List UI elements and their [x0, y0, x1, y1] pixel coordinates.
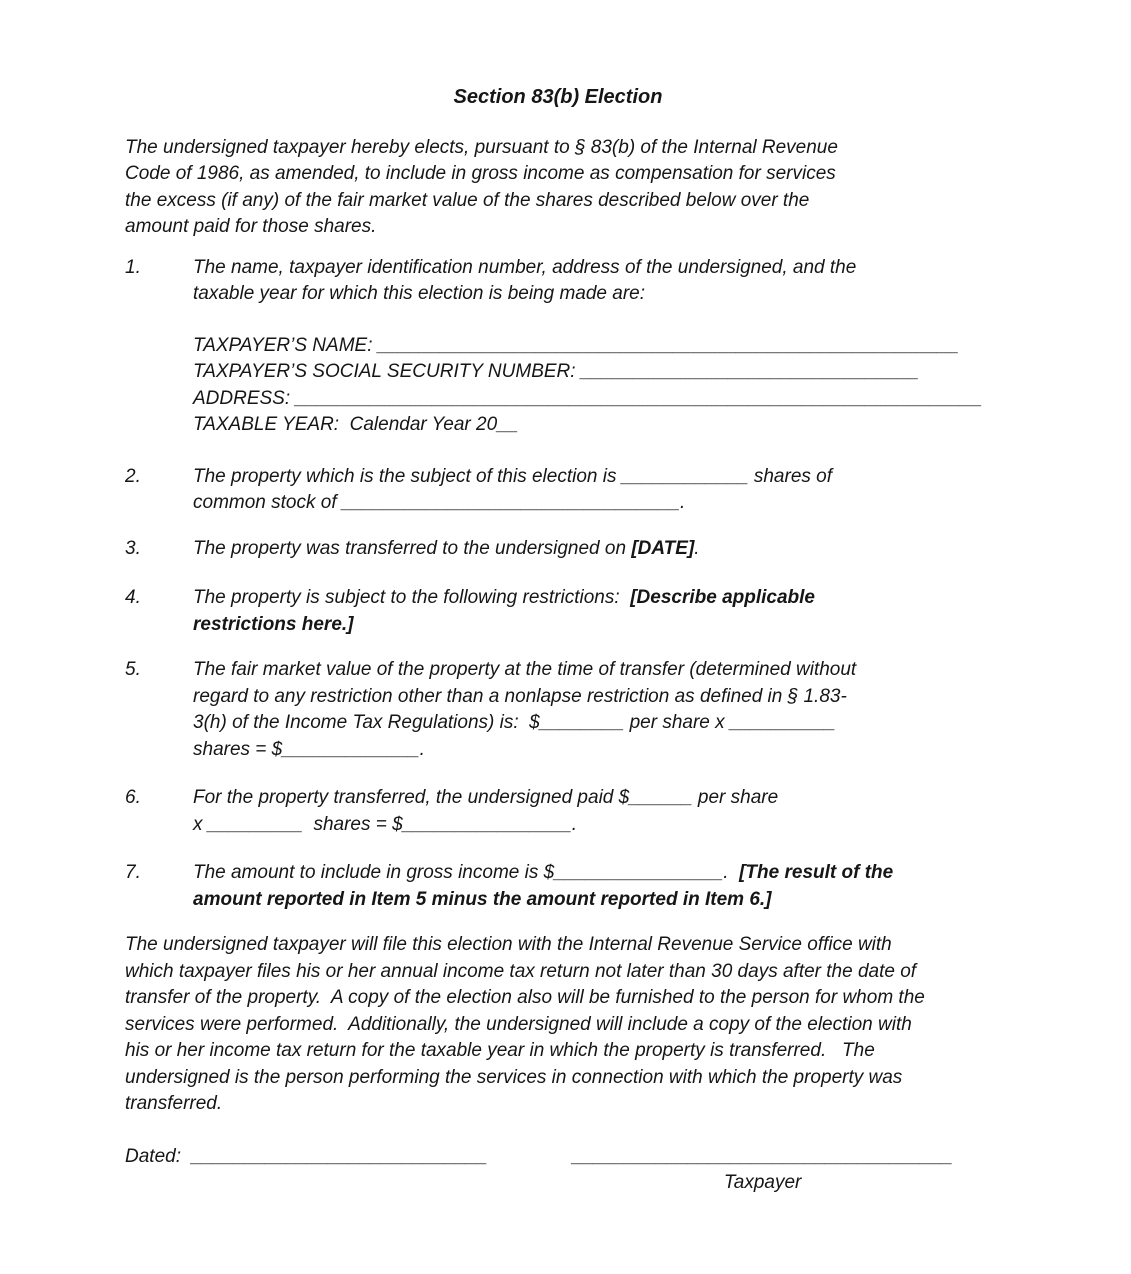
taxpayer-name-label: TAXPAYER’S NAME:	[193, 334, 378, 356]
company-name-blank[interactable]: ________________________________	[341, 492, 681, 513]
taxpayer-name-blank[interactable]: _______________________________________________________	[377, 334, 959, 356]
item-3-number: 3.	[125, 537, 141, 559]
taxpayer-signature	[572, 1144, 952, 1197]
restrictions-placeholder: [Describe applicable	[630, 587, 815, 608]
taxpayer-ssn-field	[193, 359, 991, 386]
item-6-number: 6.	[125, 787, 141, 808]
item-6-text-run: per share	[692, 787, 779, 808]
item-5-text: The fair market value of the property at the time of transfer (determined without	[193, 659, 857, 680]
item-4	[125, 585, 991, 638]
item-5-text-run: shares = $	[193, 738, 283, 760]
item-4-text-run: The property is subject to the following restrictions:	[193, 587, 631, 608]
item-2	[125, 464, 991, 517]
document-title: Section 83(b) Election	[453, 86, 663, 108]
item-1-text: The name, taxpayer identification number, address of the undersigned, and the	[193, 256, 857, 278]
fmv-shares-count-blank[interactable]: __________	[729, 712, 836, 733]
item-2-text	[193, 490, 832, 517]
item-6-text-run: For the property transferred, the undersigned paid $	[193, 787, 630, 808]
shares-count-blank[interactable]: ____________	[621, 465, 749, 487]
address-blank[interactable]: _________________________________________________________________	[295, 387, 983, 409]
item-2-text	[193, 464, 832, 491]
item-5-text	[193, 710, 856, 737]
item-5-text-run: .	[419, 738, 425, 760]
taxpayer-ssn-blank[interactable]: ________________________________	[580, 361, 919, 382]
paid-total-blank[interactable]: ________________	[402, 813, 572, 835]
taxpayer-ssn-label: TAXPAYER’S SOCIAL SECURITY NUMBER:	[193, 361, 581, 382]
result-note: amount reported in Item 5 minus the amount reported in Item 6.]	[193, 888, 772, 910]
item-7-text	[193, 887, 893, 914]
closing-line: his or her income tax return for the taxable year in which the property is transferred. The	[125, 1040, 875, 1061]
closing-line: The undersigned taxpayer will file this election with the Internal Revenue Service office with	[125, 934, 892, 955]
item-4-text	[193, 585, 815, 612]
item-5-number: 5.	[125, 659, 141, 680]
item-1-number: 1.	[125, 256, 141, 278]
item-5-text-run: per share x	[624, 712, 730, 733]
intro-line: the excess (if any) of the fair market value of the shares described below over the	[125, 189, 810, 211]
item-3-text-run: .	[694, 537, 700, 559]
item-7-text-run: .	[723, 862, 740, 883]
dated-blank[interactable]: ____________________________	[191, 1145, 488, 1167]
item-6-text-run: shares = $	[302, 813, 403, 835]
item-1	[125, 255, 991, 308]
item-4-number: 4.	[125, 587, 141, 608]
item-5-text	[193, 737, 856, 764]
item-2-text-run: shares of	[748, 465, 833, 487]
signature-label: Taxpayer	[723, 1172, 802, 1193]
intro-paragraph	[125, 135, 991, 241]
taxpayer-fields	[193, 333, 991, 439]
dated-field	[125, 1144, 487, 1197]
result-note: [The result of the	[739, 862, 894, 883]
item-6-text-run: x	[193, 813, 208, 835]
item-4-text	[193, 612, 815, 639]
closing-line: services were performed. Additionally, the undersigned will include a copy of the election with	[125, 1013, 912, 1035]
item-6-text	[193, 812, 778, 839]
item-6	[125, 785, 991, 838]
item-1-text: taxable year for which this election is being made are:	[193, 283, 646, 304]
closing-line: undersigned is the person performing the services in connection with which the property was	[125, 1066, 903, 1088]
item-2-text-run: The property which is the subject of this election is	[193, 465, 622, 487]
paid-per-share-blank[interactable]: ______	[629, 787, 693, 808]
item-6-text-run: .	[571, 813, 578, 835]
item-7-text	[193, 860, 893, 887]
item-5	[125, 657, 991, 763]
item-7	[125, 860, 991, 913]
taxable-year-blank[interactable]: __	[497, 414, 519, 435]
restrictions-placeholder: restrictions here.]	[193, 613, 354, 635]
item-7-number: 7.	[125, 862, 141, 883]
intro-line: amount paid for those shares.	[125, 216, 377, 237]
closing-line: transferred.	[125, 1093, 223, 1114]
gross-income-amount-blank[interactable]: ________________	[554, 862, 724, 883]
signature-blank[interactable]: ____________________________________	[572, 1145, 953, 1167]
address-label: ADDRESS:	[193, 387, 296, 409]
fmv-total-blank[interactable]: _____________	[282, 738, 420, 760]
closing-line: which taxpayer files his or her annual income tax return not later than 30 days after the date of	[125, 960, 917, 982]
item-7-text-run: The amount to include in gross income is $	[193, 862, 555, 883]
item-3-text	[193, 536, 700, 563]
intro-line: The undersigned taxpayer hereby elects, pursuant to § 83(b) of the Internal Revenue	[125, 136, 838, 158]
intro-line: Code of 1986, as amended, to include in gross income as compensation for services	[125, 163, 836, 184]
item-2-number: 2.	[125, 465, 141, 487]
taxable-year-field	[193, 412, 991, 439]
item-5-text: regard to any restriction other than a nonlapse restriction as defined in § 1.83-	[193, 685, 847, 707]
address-field	[193, 386, 991, 413]
item-2-text-run: common stock of	[193, 492, 342, 513]
taxable-year-label: TAXABLE YEAR: Calendar Year 20	[193, 414, 498, 435]
item-2-text-run: .	[680, 492, 686, 513]
item-3-text-run: The property was transferred to the undersigned on	[193, 537, 632, 559]
fmv-per-share-blank[interactable]: ________	[539, 712, 625, 733]
signature-block	[125, 1144, 991, 1197]
closing-paragraph	[125, 932, 991, 1118]
dated-label: Dated:	[125, 1145, 192, 1167]
item-6-text	[193, 785, 778, 812]
closing-line: transfer of the property. A copy of the election also will be furnished to the person for whom the	[125, 987, 925, 1008]
item-3	[125, 536, 991, 563]
paid-shares-count-blank[interactable]: _________	[207, 813, 303, 835]
taxpayer-name-field	[193, 333, 991, 360]
item-5-text-run: 3(h) of the Income Tax Regulations) is: $	[193, 712, 540, 733]
date-placeholder: [DATE]	[631, 537, 695, 559]
